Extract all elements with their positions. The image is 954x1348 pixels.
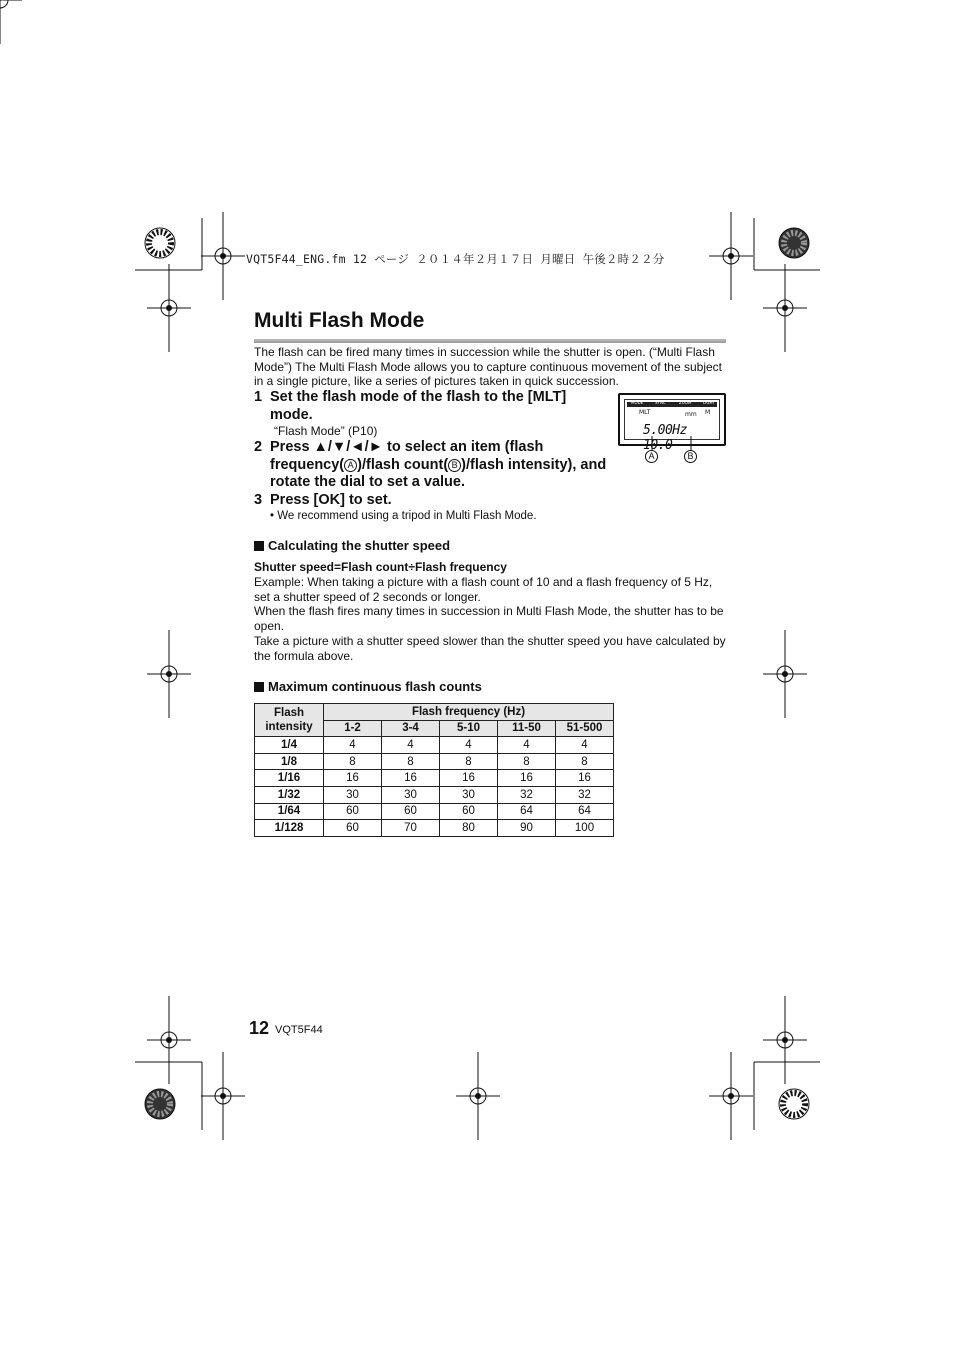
table-cell: 90 bbox=[498, 820, 556, 837]
table-cell: 4 bbox=[440, 737, 498, 754]
shutter-section-heading: Calculating the shutter speed bbox=[254, 538, 450, 553]
row-label: 1/8 bbox=[255, 753, 324, 770]
table-cell: 16 bbox=[556, 770, 614, 787]
step-text: Set the flash mode of the flash to the [MLT] mode. bbox=[270, 389, 567, 423]
callout-b-icon: B bbox=[684, 450, 697, 463]
lcd-label: SYNC bbox=[655, 400, 666, 405]
table-row bbox=[255, 753, 614, 770]
table-cell: 32 bbox=[498, 786, 556, 803]
table-cell: 8 bbox=[440, 753, 498, 770]
table-cell: 30 bbox=[324, 786, 382, 803]
step-3-note: • We recommend using a tripod in Multi Flash Mode. bbox=[270, 510, 537, 522]
lcd-mode: MLT bbox=[639, 409, 651, 416]
table-row bbox=[255, 803, 614, 820]
step-3 bbox=[254, 492, 604, 510]
table-row bbox=[255, 770, 614, 787]
table-cell: 64 bbox=[556, 803, 614, 820]
shutter-example: Example: When taking a picture with a flash count of 10 and a flash frequency of 5 Hz, set a shutter speed of 2 seconds or longer. bbox=[254, 575, 713, 604]
table-row bbox=[255, 786, 614, 803]
table-cell: 8 bbox=[324, 753, 382, 770]
table-cell: 60 bbox=[324, 820, 382, 837]
table-cell: 64 bbox=[498, 803, 556, 820]
page-number: 12 bbox=[249, 1018, 270, 1038]
step-1 bbox=[254, 389, 604, 424]
table-row bbox=[255, 737, 614, 754]
step-2 bbox=[254, 439, 614, 492]
table-cell: 60 bbox=[440, 803, 498, 820]
col-header-intensity: Flash intensity bbox=[255, 704, 324, 737]
table-cell: 60 bbox=[382, 803, 440, 820]
table-cell: 30 bbox=[382, 786, 440, 803]
flash-count-table bbox=[254, 703, 614, 837]
row-label: 1/128 bbox=[255, 820, 324, 837]
freq-header: 11-50 bbox=[498, 720, 556, 737]
square-bullet-icon bbox=[254, 541, 264, 551]
lcd-label: LIGHT bbox=[703, 400, 715, 405]
table-cell: 16 bbox=[440, 770, 498, 787]
table-cell: 4 bbox=[324, 737, 382, 754]
col-header-frequency: Flash frequency (Hz) bbox=[324, 704, 614, 721]
table-cell: 60 bbox=[324, 803, 382, 820]
title-rule bbox=[254, 339, 726, 343]
step-number: 2 bbox=[254, 439, 263, 455]
table-cell: 16 bbox=[498, 770, 556, 787]
table-cell: 4 bbox=[382, 737, 440, 754]
shutter-advice: Take a picture with a shutter speed slower than the shutter speed you have calculated by the formula above. bbox=[254, 634, 726, 663]
freq-header: 3-4 bbox=[382, 720, 440, 737]
lcd-display: 5.00Hz 10.0 bbox=[643, 423, 687, 453]
callout-a-icon: A bbox=[344, 459, 357, 472]
lcd-zoom: mm bbox=[685, 411, 697, 418]
square-bullet-icon bbox=[254, 682, 264, 692]
table-section-heading: Maximum continuous flash counts bbox=[254, 679, 482, 694]
freq-header: 1-2 bbox=[324, 720, 382, 737]
step-number: 3 bbox=[254, 492, 263, 508]
row-label: 1/16 bbox=[255, 770, 324, 787]
callout-a-icon: A bbox=[645, 450, 658, 463]
row-label: 1/32 bbox=[255, 786, 324, 803]
table-cell: 100 bbox=[556, 820, 614, 837]
page-title: Multi Flash Mode bbox=[254, 309, 425, 332]
table-cell: 4 bbox=[498, 737, 556, 754]
freq-header: 51-500 bbox=[556, 720, 614, 737]
table-cell: 80 bbox=[440, 820, 498, 837]
step-number: 1 bbox=[254, 389, 263, 405]
table-row bbox=[255, 820, 614, 837]
shutter-formula: Shutter speed=Flash count÷Flash frequency bbox=[254, 560, 507, 574]
freq-header: 5-10 bbox=[440, 720, 498, 737]
callout-b-icon: B bbox=[448, 459, 461, 472]
file-header: VQT5F44_ENG.fm 12 ページ ２０１４年２月１７日 月曜日 午後２時２２分 bbox=[246, 252, 665, 266]
lcd-label: MODE bbox=[631, 400, 644, 405]
lcd-label: ZOOM bbox=[679, 400, 692, 405]
lcd-m: M bbox=[705, 409, 711, 416]
table-cell: 8 bbox=[556, 753, 614, 770]
table-cell: 16 bbox=[324, 770, 382, 787]
table-cell: 8 bbox=[498, 753, 556, 770]
table-cell: 4 bbox=[556, 737, 614, 754]
doc-code: VQT5F44 bbox=[275, 1024, 323, 1036]
shutter-note: When the flash fires many times in succession in Multi Flash Mode, the shutter has to be open. bbox=[254, 604, 724, 633]
step-1-note: “Flash Mode” (P10) bbox=[274, 424, 378, 438]
step-text: Press ▲/▼/◄/► to select an item (flash frequency( A )/flash count( B )/flash intensity), and rotate the dial to set a value. bbox=[270, 439, 607, 490]
table-cell: 30 bbox=[440, 786, 498, 803]
row-label: 1/4 bbox=[255, 737, 324, 754]
row-label: 1/64 bbox=[255, 803, 324, 820]
intro-paragraph: The flash can be fired many times in succession while the shutter is open. (“Multi Flash Mode”) The Multi Flash Mode allows you to capture continuous movement of the subject in a single picture, like a series of pictures taken in quick succession. bbox=[254, 345, 723, 389]
table-cell: 70 bbox=[382, 820, 440, 837]
table-cell: 32 bbox=[556, 786, 614, 803]
step-text: Press [OK] to set. bbox=[270, 492, 392, 508]
table-cell: 16 bbox=[382, 770, 440, 787]
table-cell: 8 bbox=[382, 753, 440, 770]
